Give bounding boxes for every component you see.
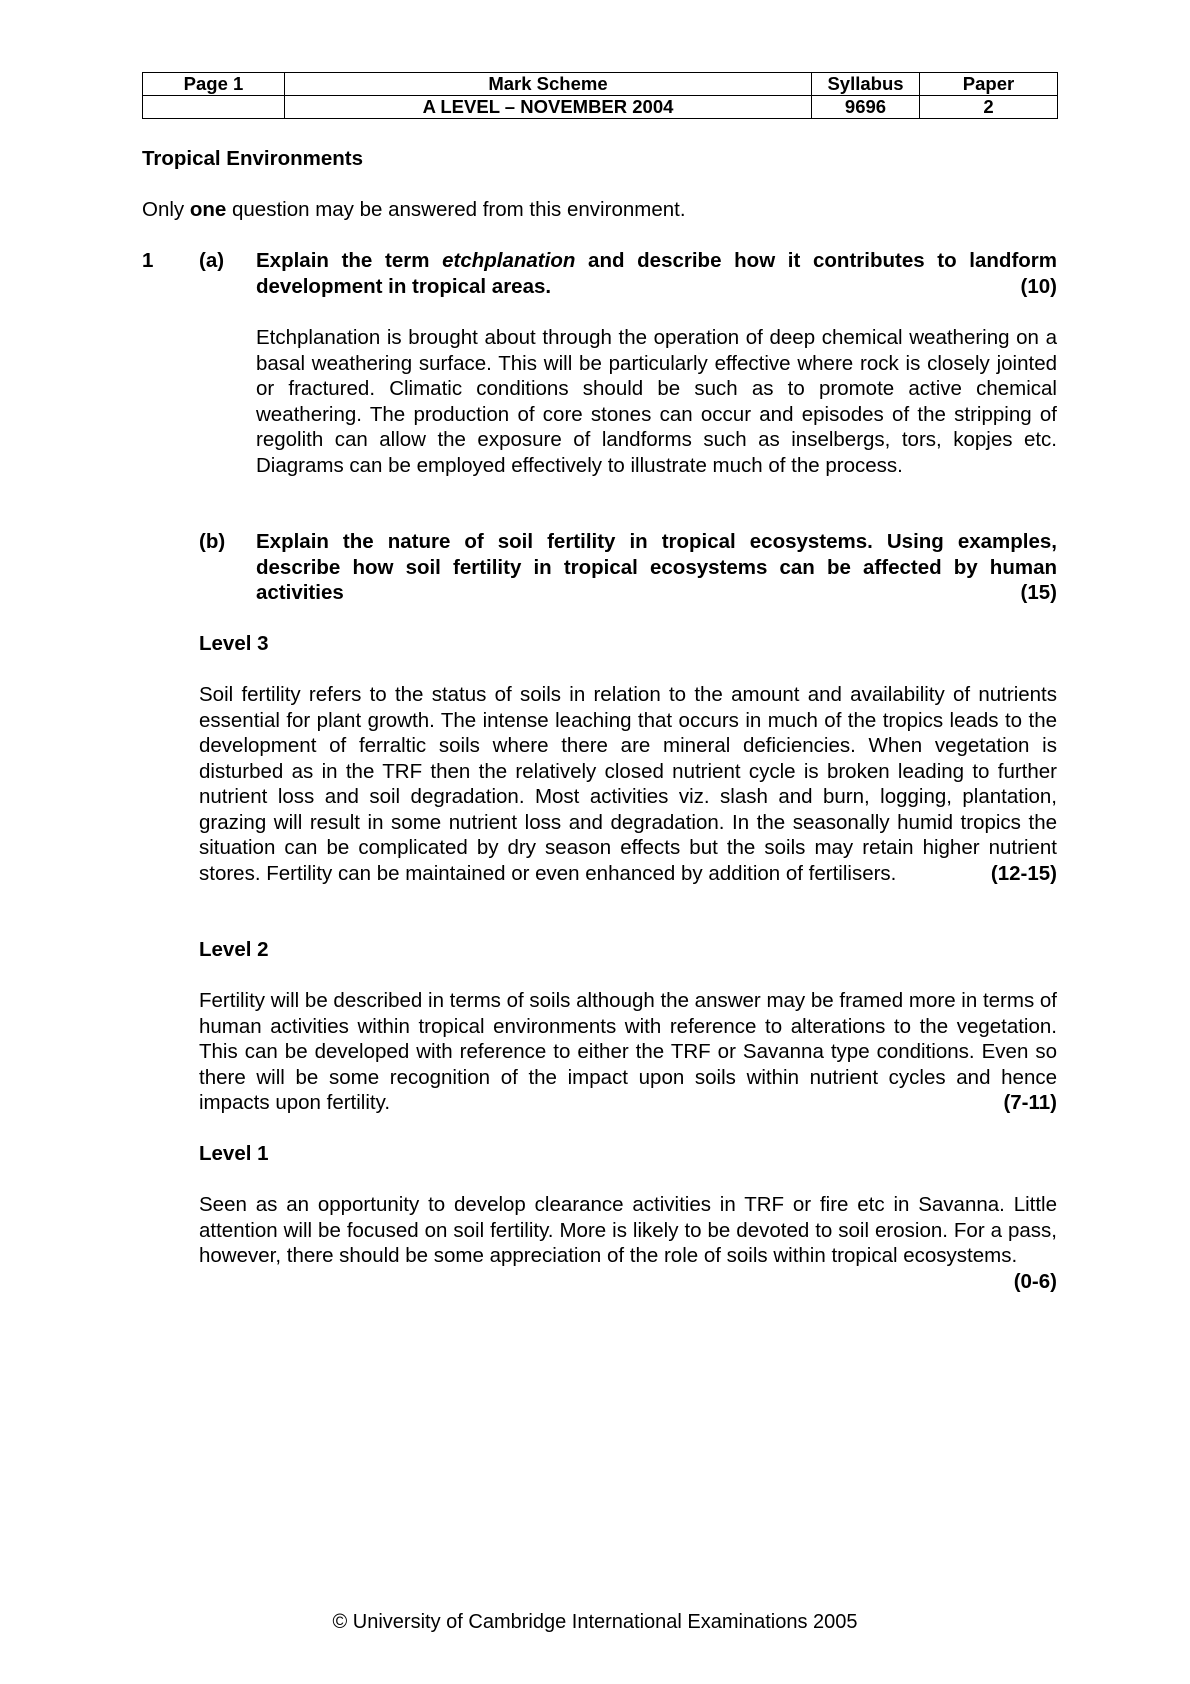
syllabus-code: 9696: [812, 96, 920, 119]
part-a-prompt: [256, 248, 1057, 299]
syllabus-label: Syllabus: [812, 73, 920, 96]
level-2-title: Level 2: [199, 938, 269, 961]
intro-pre: Only: [142, 198, 190, 221]
blank-cell: [143, 96, 285, 119]
question-number: 1: [142, 249, 154, 272]
part-a-answer: Etchplanation is brought about through the operation of deep chemical weathering on a basal weathering surface. This will be particularly effective where rock is closely jointed or fractured. Climatic conditions should be such as to promote active chemical weathering. The production of core stones can occur and episodes of the stripping of regolith can allow the exposure of landforms such as inselbergs, tors, kopjes etc. Diagrams can be employed effectively to illustrate much of the process.: [256, 326, 1057, 477]
copyright-footer: © University of Cambridge International Examinations 2005: [332, 1611, 858, 1633]
level-2-body: Fertility will be described in terms of soils although the answer may be framed more in terms of human activities within tropical environments with reference to alterations to the vegetation. This can be developed with reference to either the TRF or Savanna type conditions. Even so there will be some recognition of the impact upon soils within nutrient cycles and hence impacts upon fertility.: [199, 989, 1057, 1114]
part-b-prompt: Explain the nature of soil fertility in tropical ecosystems. Using examples, describe how soil fertility in tropical ecosystems can be affected by human activities: [256, 530, 1057, 604]
level-1-title: Level 1: [199, 1142, 269, 1165]
page-label: Page 1: [143, 73, 285, 96]
part-a-label: (a): [199, 249, 225, 272]
intro-post: question may be answered from this environment.: [226, 198, 686, 221]
level-2-marks: (7-11): [1003, 1091, 1057, 1114]
doc-subtitle: A LEVEL – NOVEMBER 2004: [285, 96, 812, 119]
intro-text: [142, 197, 686, 223]
part-a-prompt-post: and describe how it contributes to landform development in tropical areas.: [256, 249, 1058, 298]
intro-emphasis: one: [189, 198, 227, 221]
part-b-marks: (15): [1020, 581, 1057, 604]
level-1-marks: (0-6): [1013, 1269, 1057, 1293]
level-2-text: [199, 988, 1057, 1116]
part-b-label: (b): [199, 530, 226, 553]
level-3-body: Soil fertility refers to the status of soils in relation to the amount and availability of nutrients essential for plant growth. The intense leaching that occurs in much of the tropics leads to the development of ferraltic soils where there are mineral deficiencies. When vegetation is disturbed as in the TRF then the relatively closed nutrient cycle is broken leading to further nutrient loss and soil degradation. Most activities viz. slash and burn, logging, plantation, grazing will result in some nutrient loss and degradation. In the seasonally humid tropics the situation can be complicated by dry season effects but the soils may retain higher nutrient stores. Fertility can be maintained or even enhanced by addition of fertilisers.: [199, 683, 1057, 885]
header-table: [142, 72, 1058, 119]
part-a-term: etchplanation: [442, 249, 576, 272]
level-1-text: [199, 1192, 1057, 1294]
level-3-title: Level 3: [199, 632, 269, 655]
paper-label: Paper: [920, 73, 1058, 96]
part-a-marks: (10): [1020, 275, 1057, 298]
level-3-text: [199, 682, 1057, 886]
doc-title: Mark Scheme: [285, 73, 812, 96]
section-title: Tropical Environments: [142, 147, 363, 170]
level-3-marks: (12-15): [990, 861, 1057, 885]
part-a-prompt-pre: Explain the term: [256, 249, 443, 272]
level-1-body: Seen as an opportunity to develop clearance activities in TRF or fire etc in Savanna. Little attention will be focused on soil fertility. More is likely to be devoted to soil erosion. For a pass, however, there should be some appreciation of the role of soils within tropical ecosystems.: [199, 1193, 1057, 1267]
paper-number: 2: [920, 96, 1058, 119]
